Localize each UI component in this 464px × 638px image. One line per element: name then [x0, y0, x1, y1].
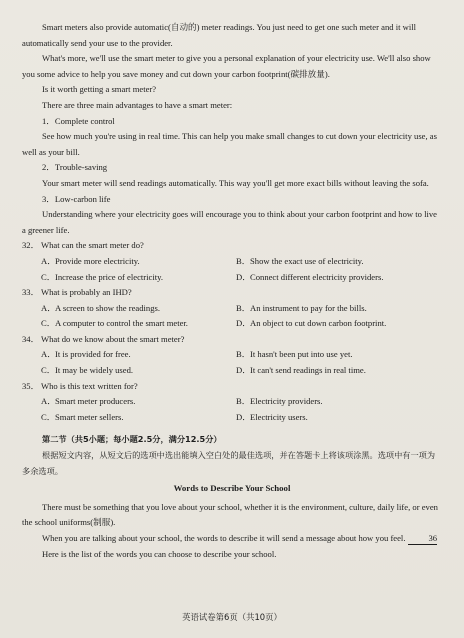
passage-paragraph: Smart meters also provide automatic(自动的) meter readings. You just need to get one such meter and it will automatically send your use to the provider. [22, 22, 416, 48]
question-number: 32． [22, 240, 40, 251]
option-a[interactable]: A．Smart meter producers. [41, 396, 136, 407]
passage-paragraph: Your smart meter will send readings automatically. This way you'll get more exact bills without leaving the sofa. [42, 177, 429, 188]
option-d[interactable]: D．It can't send readings in real time. [236, 365, 366, 376]
answer-blank-36[interactable]: 36 [408, 533, 437, 545]
section-2-instructions: 根据短文内容，从短文后的选项中选出能填入空白处的最佳选项，并在答题卡上将该项涂黑。选项中有一项为多余选项。 [22, 450, 436, 476]
advantage-heading-2: 2．Trouble-saving [42, 162, 108, 173]
passage-paragraph: When you are talking about your school, the words to describe it will send a message about how you feel. 36 [42, 533, 438, 543]
option-b[interactable]: B．Electricity providers. [236, 396, 323, 407]
option-a[interactable]: A．It is provided for free. [41, 349, 131, 360]
option-d[interactable]: D．Connect different electricity providers. [236, 271, 384, 282]
question-number: 35． [22, 380, 40, 391]
passage-paragraph: There are three main advantages to have a smart meter: [42, 99, 233, 110]
option-d[interactable]: D．Electricity users. [236, 411, 308, 422]
passage-paragraph: What's more, we'll use the smart meter to give you a personal explanation of your electricity use. We'll also show you some advice to help you save money and cut down your carbon footprint(碳排放量). [22, 53, 431, 79]
option-a[interactable]: A．Provide more electricity. [41, 255, 140, 266]
question-35-options [22, 394, 442, 425]
option-c[interactable]: C．Smart meter sellers. [41, 411, 124, 422]
section-2-heading: 第二节（共5小题；每小题2.5分，满分12.5分） [42, 434, 222, 445]
option-c[interactable]: C．Increase the price of electricity. [41, 271, 163, 282]
question-33-options [22, 301, 442, 332]
option-d[interactable]: D．An object to cut down carbon footprint. [236, 318, 387, 329]
passage-paragraph: Here is the list of the words you can choose to describe your school. [42, 548, 277, 559]
page-footer: 英语试卷第6页（共10页） [182, 612, 282, 623]
section-2 [22, 432, 442, 479]
question-stem: Who is this text written for? [41, 380, 138, 391]
passage-paragraph: See how much you're using in real time. This can help you make small changes to cut down your electricity use, as well as your bill. [22, 131, 437, 157]
advantage-heading-1: 1．Complete control [42, 115, 115, 126]
question-35 [22, 379, 442, 395]
question-number: 33． [22, 287, 40, 298]
passage-paragraph: There must be something that you love about your school, whether it is the environment, culture, daily life, or even the school uniforms(制服). [22, 501, 438, 528]
passage-question-line: Is it worth getting a smart meter? [42, 84, 157, 95]
option-b[interactable]: B．It hasn't been put into use yet. [236, 349, 353, 360]
option-b[interactable]: B．An instrument to pay for the bills. [236, 302, 367, 313]
question-33 [22, 285, 442, 301]
question-stem: What do we know about the smart meter? [41, 333, 185, 344]
option-c[interactable]: C．A computer to control the smart meter. [41, 318, 188, 329]
passage-title: Words to Describe Your School [173, 483, 291, 494]
question-number: 34． [22, 333, 40, 344]
passage-paragraph: Understanding where your electricity goes will encourage you to think about your carbon footprint and how to live a greener life. [22, 209, 437, 235]
option-b[interactable]: B．Show the exact use of electricity. [236, 255, 364, 266]
question-stem: What can the smart meter do? [41, 240, 144, 251]
advantage-heading-3: 3．Low-carbon life [42, 193, 111, 204]
question-34 [22, 332, 442, 348]
question-34-options [22, 347, 442, 378]
question-32 [22, 238, 442, 254]
question-stem: What is probably an IHD? [41, 287, 132, 298]
option-a[interactable]: A．A screen to show the readings. [41, 302, 161, 313]
option-c[interactable]: C．It may be widely used. [41, 365, 134, 376]
question-32-options [22, 254, 442, 285]
